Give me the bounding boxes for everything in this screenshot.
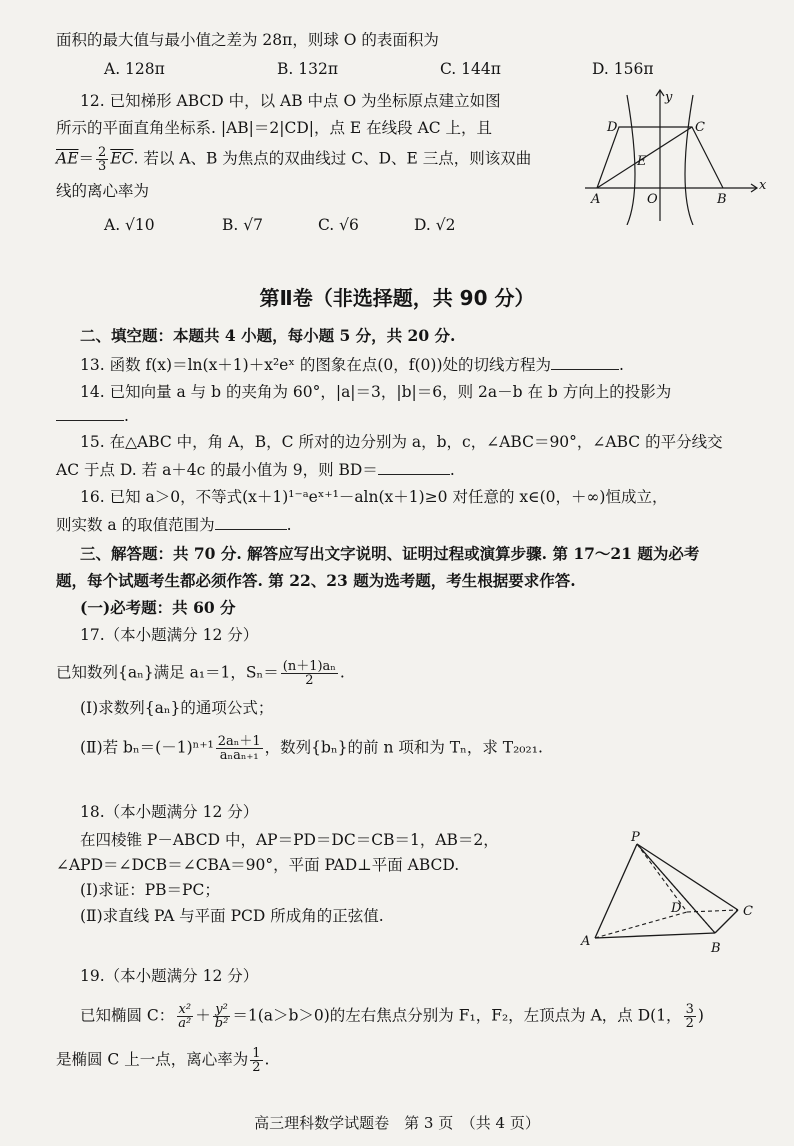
fraction-one-half <box>250 1047 262 1074</box>
q16-line2 <box>56 513 292 536</box>
frac-num: (n＋1)aₙ <box>282 659 336 674</box>
pyramid-figure <box>575 828 775 963</box>
frac-num: 3 <box>685 1002 694 1017</box>
label-o: O <box>647 192 658 207</box>
solve-header-line2: 题，每个试题考生都必须作答. 第 22、23 题为选考题，考生根据要求作答. <box>56 571 576 590</box>
frac-num: 1 <box>252 1046 261 1061</box>
q16-period: . <box>286 516 292 534</box>
q17-line1 <box>56 660 345 687</box>
label-x: x <box>759 178 767 193</box>
frac-den: b² <box>214 1016 229 1031</box>
label-c: C <box>743 904 753 919</box>
frac-num: y² <box>215 1002 228 1017</box>
fill-in-header: 二、填空题：本题共 4 小题，每小题 5 分，共 20 分. <box>80 326 456 345</box>
q14-text: 14. 已知向量 a 与 b 的夹角为 60°，|a|＝3，|b|＝6，则 2a－b 在 b 方向上的投影为 <box>80 383 672 401</box>
section2-title: 第Ⅱ卷（非选择题，共 90 分） <box>259 286 535 310</box>
q18-part1: (Ⅰ)求证：PB＝PC； <box>80 881 220 899</box>
q12-line1: 12. 已知梯形 ABCD 中，以 AB 中点 O 为坐标原点建立如图 <box>80 92 501 110</box>
q13-text <box>80 353 624 376</box>
label-y: y <box>665 90 673 105</box>
q19-line2-stem: 是椭圆 C 上一点，离心率为 <box>56 1050 249 1069</box>
q12-option-c: C. √6 <box>318 216 359 234</box>
frac-den: 2 <box>252 1060 261 1075</box>
solve-header-line1: 三、解答题：共 70 分. 解答应写出文字说明、证明过程或演算步骤. 第 17～21 题为必考 <box>80 544 700 563</box>
q16-line1: 16. 已知 a＞0，不等式(x＋1)¹⁻ᵃeˣ⁺¹－aln(x＋1)≥0 对任意的 x∈(0，＋∞)恒成立， <box>80 488 668 506</box>
edge-bc <box>715 910 738 933</box>
q15-line1: 15. 在△ABC 中，角 A，B，C 所对的边分别为 a，b，c，∠ABC＝90°，∠ABC 的平分线交 <box>80 433 723 451</box>
answer-blank[interactable] <box>56 404 124 421</box>
q18-line1: 在四棱锥 P－ABCD 中，AP＝PD＝DC＝CB＝1，AB＝2， <box>80 831 499 849</box>
q19-period: . <box>264 1050 270 1069</box>
label-d: D <box>671 901 682 916</box>
fraction-bn <box>216 735 263 762</box>
frac-den: 2 <box>685 1016 694 1031</box>
frac-num: x² <box>178 1002 192 1017</box>
q12-line3-rest: . 若以 A、B 为焦点的双曲线过 C、D、E 三点，则该双曲 <box>133 149 532 168</box>
q17-stem: 已知数列{aₙ}满足 a₁＝1，Sₙ＝ <box>56 663 279 682</box>
q18-head: 18.（本小题满分 12 分） <box>80 803 259 821</box>
label-b: B <box>711 941 721 956</box>
fraction-x2-a2 <box>176 1003 193 1030</box>
frac-den: aₙaₙ₊₁ <box>219 748 259 763</box>
q19-head: 19.（本小题满分 12 分） <box>80 967 259 985</box>
frac-den: 2 <box>305 673 314 688</box>
fraction-y2-b2 <box>213 1003 231 1030</box>
fraction-sn <box>281 660 338 687</box>
label-a: A <box>591 192 601 207</box>
close-paren: ) <box>697 1006 704 1025</box>
q11-option-c: C. 144π <box>440 60 501 78</box>
q13-period: . <box>619 356 624 374</box>
q14-period: . <box>124 407 129 425</box>
fraction-three-halves <box>684 1003 696 1030</box>
label-p: P <box>631 830 640 845</box>
answer-blank[interactable] <box>215 513 287 530</box>
q12-option-b: B. √7 <box>222 216 263 234</box>
q19-stem-rest: ＝1(a＞b＞0)的左右焦点分别为 F₁，F₂，左顶点为 A，点 D(1， <box>232 1006 682 1025</box>
page-footer: 高三理科数学试题卷 第 3 页 （共 4 页） <box>254 1114 540 1132</box>
q17-part2-rest: ，数列{bₙ}的前 n 项和为 Tₙ，求 T₂₀₂₁. <box>264 738 543 757</box>
edge-pc <box>637 844 738 910</box>
edge-ab <box>595 933 715 938</box>
q15-line2 <box>56 458 455 481</box>
q12-option-d: D. √2 <box>414 216 456 234</box>
answer-blank[interactable] <box>378 458 450 475</box>
label-e: E <box>637 154 647 169</box>
label-c: C <box>695 120 705 135</box>
q17-part1: (Ⅰ)求数列{aₙ}的通项公式； <box>80 699 274 717</box>
q15-stem: AC 于点 D. 若 a＋4c 的最小值为 9，则 BD＝ <box>56 461 378 479</box>
q18-line2: ∠APD＝∠DCB＝∠CBA＝90°，平面 PAD⊥平面 ABCD. <box>56 856 460 874</box>
q17-head: 17.（本小题满分 12 分） <box>80 626 259 644</box>
q11-option-b: B. 132π <box>277 60 339 78</box>
q13-stem: 13. 函数 f(x)＝ln(x＋1)＋x²eˣ 的图象在点(0，f(0))处的切线方程为 <box>80 356 551 374</box>
q19-line2 <box>56 1047 269 1074</box>
fraction-two-thirds <box>96 146 108 173</box>
equals-sign: ＝ <box>78 149 95 168</box>
q17-part2 <box>80 735 543 762</box>
required-header: (一)必考题：共 60 分 <box>80 598 236 617</box>
q19-stem: 已知椭圆 C： <box>80 1006 175 1025</box>
q14-blank-line <box>56 404 129 427</box>
q12-option-a: A. √10 <box>104 216 155 234</box>
q17-part2-stem: (Ⅱ)若 bₙ＝(－1)ⁿ⁺¹ <box>80 738 214 757</box>
q11-option-a: A. 128π <box>104 60 165 78</box>
q18-part2: (Ⅱ)求直线 PA 与平面 PCD 所成角的正弦值. <box>80 907 384 925</box>
q17-period: . <box>339 663 345 682</box>
q12-line4: 线的离心率为 <box>56 182 150 200</box>
hyperbola-figure <box>585 85 770 225</box>
label-b: B <box>717 192 727 207</box>
q12-line2: 所示的平面直角坐标系. |AB|＝2|CD|，点 E 在线段 AC 上，且 <box>56 119 493 137</box>
q11-text: 面积的最大值与最小值之差为 28π，则球 O 的表面积为 <box>56 31 439 49</box>
q19-line1 <box>80 1003 704 1030</box>
hyperbola-left-branch <box>627 95 635 225</box>
frac-den: 3 <box>98 159 107 174</box>
answer-blank[interactable] <box>551 353 619 370</box>
q16-stem: 则实数 a 的取值范围为 <box>56 516 215 534</box>
plus-sign: ＋ <box>195 1006 211 1025</box>
edge-pa <box>595 844 637 938</box>
hyperbola-right-branch <box>685 95 693 225</box>
label-d: D <box>607 120 618 135</box>
q12-line3 <box>56 146 531 173</box>
vector-ec: $\overline{EC}$ <box>110 149 134 168</box>
q11-option-d: D. 156π <box>592 60 654 78</box>
vector-ae: $\overline{AE}$ <box>56 149 79 168</box>
frac-den: a² <box>178 1016 192 1031</box>
frac-num: 2 <box>98 145 107 160</box>
frac-num: 2aₙ＋1 <box>217 734 261 749</box>
label-a: A <box>581 934 591 949</box>
q15-period: . <box>449 461 455 479</box>
